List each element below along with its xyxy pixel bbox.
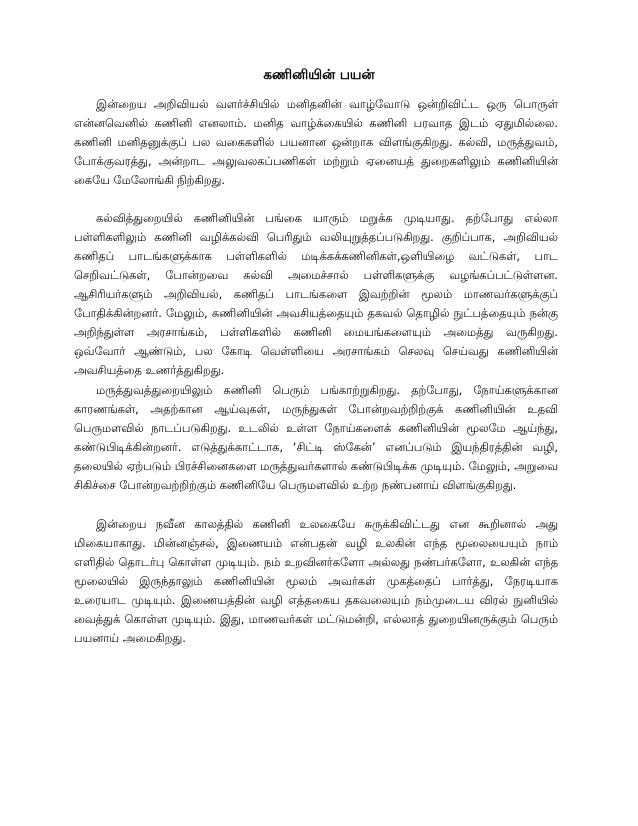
paragraph-communication: இன்றைய நவீன காலத்தில் கணினி உலகையே சுருக்கிவிட்டது என கூறினால் அது மிகையாகாது. மின்னஞ்சல், இணையம் என்பதன் வழி உலகின் எந்த மூலையையும் நாம் எளிதில் தொடர்பு கொள்ள முடியும். நம் உறவினர்களோ அல்லது நண்பர்களோ, உலகின் எந்த மூலையில் இருந்தாலும் கணினியின் மூலம் அவர்கள் முகத்தைப் பார்த்து, நேரடியாக உரையாட முடியும். இணையத்தின் வழி எத்தகைய தகவலையும் நம்முடைய விரல் நுனியில் வைத்துக் கொள்ள முடியும். இது, மாணவர்கள் மட்டுமன்றி, எல்லாத் துறையினருக்கும் பெரும் பயனாய் அமைகிறது.: [74, 517, 558, 645]
paragraph-education: கல்வித்துறையில் கணினியின் பங்கை யாரும் மறுக்க முடியாது. தற்போது எல்லா பள்ளிகளிலும் கணினி வழிக்கல்வி பெரிதும் வலியுறுத்தப்படுகிறது. குறிப்பாக, அறிவியல் கணிதப் பாடங்களுக்காக பள்ளிகளில் மடிக்கக்கணினிகள்,ஒளியிழை வட்டுகள், பாட செறிவட்டுகள், போன்றவை கல்வி அமைச்சால் பள்ளிகளுக்கு வழங்கப்பட்டுள்ளன. ஆசிரியர்களும் அறிவியல், கணிதப் பாடங்களை இவற்றின் மூலம் மாணவர்களுக்குப் போதிக்கின்றனர். மேலும், கணினியின் அவசியத்தையும் தகவல் தொழில் நுட்பத்தையும் நன்கு அறிந்துள்ள அரசாங்கம், பள்ளிகளில் கணினி மையங்களையும் அமைத்து வருகிறது. ஒவ்வோர் ஆண்டும், பல கோடி வெள்ளியை அரசாங்கம் செலவு செய்வது கணினியின் அவசியத்தை உணர்த்துகிறது.: [74, 211, 558, 377]
paragraph-medical: மருத்துவத்துறையிலும் கணினி பெரும் பங்காற்றுகிறது. தற்போது, நோய்களுக்கான காரணங்கள், அதற்கான ஆய்வுகள், மருந்துகள் போன்றவற்றிற்குக் கணினியின் உதவி பெருமளவில் நாடப்படுகிறது. உடலில் உள்ள நோய்களைக் கணினியின் மூலமே ஆய்ந்து, கண்டுபிடிக்கின்றனர். எடுத்துக்காட்டாக, ‘சிட்டி ஸ்கேன்’ எனப்படும் இயந்திரத்தின் வழி, தலையில் ஏற்படும் பிரச்சினைகளை மருத்துவர்களால் கண்டுபிடிக்க முடியும். மேலும், அறுவை சிகிச்சை போன்றவற்றிற்கும் கணினியே பெருமளவில் உற்ற நண்பனாய் விளங்குகிறது.: [74, 383, 558, 492]
document-title: கணினியின் பயன்: [263, 67, 375, 83]
paragraph-intro: இன்றைய அறிவியல் வளர்ச்சியில் மனிதனின் வாழ்வோடு ஒன்றிவிட்ட ஒரு பொருள் என்னவெனில் கணினி எனலாம். மனித வாழ்க்கையில் கணினி பரவாத இடம் ஏதுமில்லை. கணினி மனிதனுக்குப் பல வகைகளில் பயனான ஒன்றாக விளங்குகிறது. கல்வி, மருத்துவம், போக்குவரத்து, அன்றாட அலுவலகப்பணிகள் மற்றும் ஏனையத் துறைகளிலும் கணினியின் கையே மேலோங்கி நிற்கிறது.: [74, 97, 558, 187]
